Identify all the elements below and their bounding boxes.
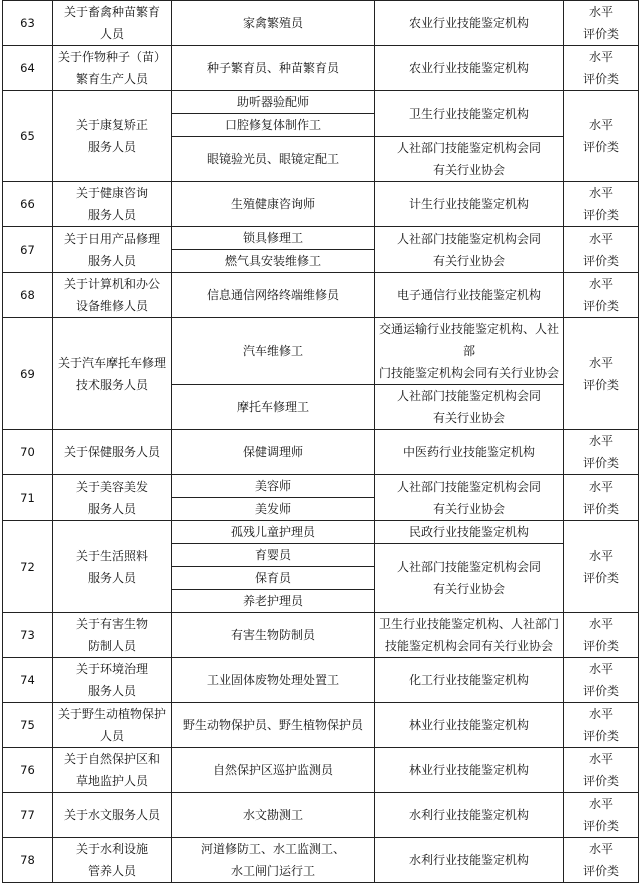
org-cell: 人社部门技能鉴定机构会同 有关行业协会 <box>375 475 564 521</box>
org-cell: 民政行业技能鉴定机构 <box>375 521 564 544</box>
job-cell: 有害生物防制员 <box>172 613 375 658</box>
table-row <box>3 658 639 703</box>
row-number: 66 <box>3 182 53 227</box>
type-cell: 水平 评价类 <box>564 475 639 521</box>
job-cell: 美容师 <box>172 475 375 498</box>
type-cell: 水平 评价类 <box>564 1 639 46</box>
category-cell: 关于作物种子（苗） 繁育生产人员 <box>53 46 172 91</box>
job-cell: 信息通信网络终端维修员 <box>172 273 375 318</box>
category-cell: 关于有害生物 防制人员 <box>53 613 172 658</box>
type-cell: 水平 评价类 <box>564 318 639 430</box>
table-row <box>3 91 639 114</box>
job-cell: 河道修防工、水工监测工、 水工闸门运行工 <box>172 838 375 883</box>
org-cell: 水利行业技能鉴定机构 <box>375 838 564 883</box>
table-row <box>3 475 639 498</box>
job-cell: 水文勘测工 <box>172 793 375 838</box>
category-cell: 关于保健服务人员 <box>53 430 172 475</box>
category-cell: 关于水文服务人员 <box>53 793 172 838</box>
type-cell: 水平 评价类 <box>564 91 639 182</box>
table-row <box>3 273 639 318</box>
row-number: 71 <box>3 475 53 521</box>
job-cell: 保健调理师 <box>172 430 375 475</box>
org-cell: 水利行业技能鉴定机构 <box>375 793 564 838</box>
row-number: 72 <box>3 521 53 613</box>
table-row <box>3 46 639 91</box>
table-row <box>3 748 639 793</box>
org-cell: 人社部门技能鉴定机构会同 有关行业协会 <box>375 227 564 273</box>
job-cell: 眼镜验光员、眼镜定配工 <box>172 137 375 182</box>
type-cell: 水平 评价类 <box>564 521 639 613</box>
row-number: 65 <box>3 91 53 182</box>
job-cell: 孤残儿童护理员 <box>172 521 375 544</box>
row-number: 75 <box>3 703 53 748</box>
occupation-table <box>2 0 639 883</box>
job-cell: 锁具修理工 <box>172 227 375 250</box>
job-cell: 种子繁育员、种苗繁育员 <box>172 46 375 91</box>
category-cell: 关于汽车摩托车修理 技术服务人员 <box>53 318 172 430</box>
job-cell: 摩托车修理工 <box>172 385 375 430</box>
org-cell: 中医药行业技能鉴定机构 <box>375 430 564 475</box>
type-cell: 水平 评价类 <box>564 613 639 658</box>
category-cell: 关于自然保护区和 草地监护人员 <box>53 748 172 793</box>
category-cell: 关于畜禽种苗繁育 人员 <box>53 1 172 46</box>
job-cell: 口腔修复体制作工 <box>172 114 375 137</box>
org-cell: 人社部门技能鉴定机构会同 有关行业协会 <box>375 385 564 430</box>
row-number: 64 <box>3 46 53 91</box>
category-cell: 关于康复矫正 服务人员 <box>53 91 172 182</box>
category-cell: 关于健康咨询 服务人员 <box>53 182 172 227</box>
row-number: 63 <box>3 1 53 46</box>
type-cell: 水平 评价类 <box>564 838 639 883</box>
job-cell: 育婴员 <box>172 544 375 567</box>
row-number: 69 <box>3 318 53 430</box>
org-cell: 卫生行业技能鉴定机构 <box>375 91 564 137</box>
job-cell: 工业固体废物处理处置工 <box>172 658 375 703</box>
row-number: 73 <box>3 613 53 658</box>
table-row <box>3 182 639 227</box>
org-cell: 电子通信行业技能鉴定机构 <box>375 273 564 318</box>
org-cell: 农业行业技能鉴定机构 <box>375 46 564 91</box>
row-number: 78 <box>3 838 53 883</box>
org-cell: 林业行业技能鉴定机构 <box>375 703 564 748</box>
category-cell: 关于计算机和办公 设备维修人员 <box>53 273 172 318</box>
job-cell: 家禽繁殖员 <box>172 1 375 46</box>
table-row <box>3 521 639 544</box>
category-cell: 关于日用产品修理 服务人员 <box>53 227 172 273</box>
table-row <box>3 318 639 385</box>
org-cell: 人社部门技能鉴定机构会同 有关行业协会 <box>375 137 564 182</box>
row-number: 74 <box>3 658 53 703</box>
row-number: 70 <box>3 430 53 475</box>
row-number: 76 <box>3 748 53 793</box>
table-row <box>3 227 639 250</box>
type-cell: 水平 评价类 <box>564 430 639 475</box>
category-cell: 关于环境治理 服务人员 <box>53 658 172 703</box>
type-cell: 水平 评价类 <box>564 748 639 793</box>
job-cell: 汽车维修工 <box>172 318 375 385</box>
table-row <box>3 838 639 883</box>
org-cell: 交通运输行业技能鉴定机构、人社部 门技能鉴定机构会同有关行业协会 <box>375 318 564 385</box>
job-cell: 生殖健康咨询师 <box>172 182 375 227</box>
type-cell: 水平 评价类 <box>564 182 639 227</box>
table-row <box>3 793 639 838</box>
table-row <box>3 430 639 475</box>
org-cell: 卫生行业技能鉴定机构、人社部门 技能鉴定机构会同有关行业协会 <box>375 613 564 658</box>
table-row <box>3 1 639 46</box>
row-number: 68 <box>3 273 53 318</box>
table-row <box>3 613 639 658</box>
job-cell: 助听器验配师 <box>172 91 375 114</box>
type-cell: 水平 评价类 <box>564 793 639 838</box>
org-cell: 林业行业技能鉴定机构 <box>375 748 564 793</box>
job-cell: 养老护理员 <box>172 590 375 613</box>
category-cell: 关于野生动植物保护 人员 <box>53 703 172 748</box>
row-number: 77 <box>3 793 53 838</box>
job-cell: 野生动物保护员、野生植物保护员 <box>172 703 375 748</box>
job-cell: 燃气具安装维修工 <box>172 250 375 273</box>
type-cell: 水平 评价类 <box>564 658 639 703</box>
org-cell: 计生行业技能鉴定机构 <box>375 182 564 227</box>
org-cell: 人社部门技能鉴定机构会同 有关行业协会 <box>375 544 564 613</box>
job-cell: 保育员 <box>172 567 375 590</box>
type-cell: 水平 评价类 <box>564 46 639 91</box>
job-cell: 自然保护区巡护监测员 <box>172 748 375 793</box>
type-cell: 水平 评价类 <box>564 703 639 748</box>
type-cell: 水平 评价类 <box>564 227 639 273</box>
org-cell: 农业行业技能鉴定机构 <box>375 1 564 46</box>
category-cell: 关于生活照料 服务人员 <box>53 521 172 613</box>
job-cell: 美发师 <box>172 498 375 521</box>
category-cell: 关于美容美发 服务人员 <box>53 475 172 521</box>
org-cell: 化工行业技能鉴定机构 <box>375 658 564 703</box>
type-cell: 水平 评价类 <box>564 273 639 318</box>
row-number: 67 <box>3 227 53 273</box>
table-row <box>3 703 639 748</box>
category-cell: 关于水利设施 管养人员 <box>53 838 172 883</box>
